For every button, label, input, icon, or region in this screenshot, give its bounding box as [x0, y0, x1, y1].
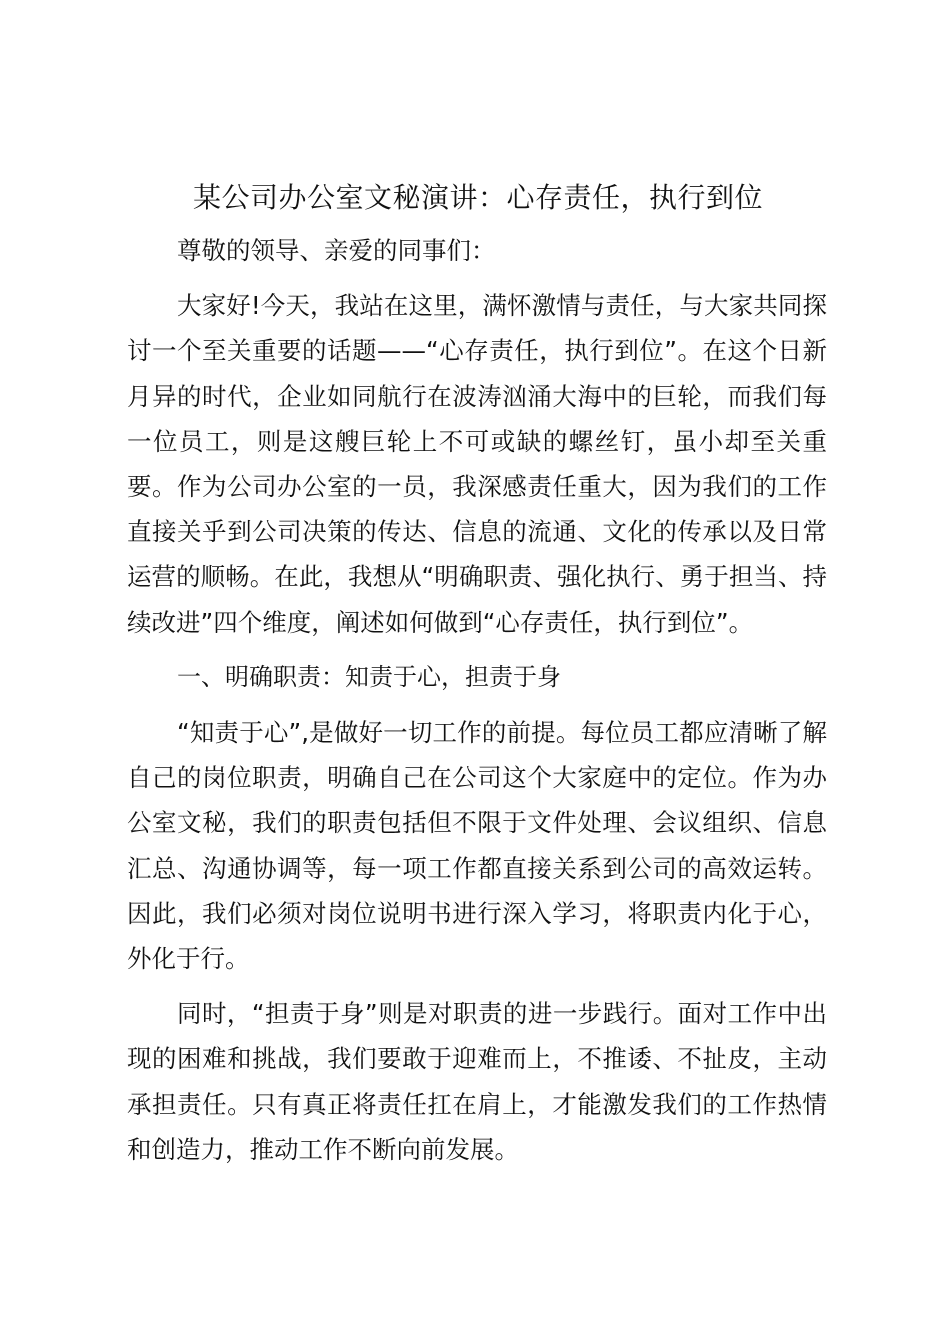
- document-body: [127, 176, 827, 1172]
- section-paragraph: “知责于心”,是做好一切工作的前提。每位员工都应清晰了解自己的岗位职责，明确自己在公司这个大家庭中的定位。作为办公室文秘，我们的职责包括但不限于文件处理、会议组织、信息汇总、沟通协调等，每一项工作都直接关系到公司的高效运转。因此，我们必须对岗位说明书进行深入学习，将职责内化于心，外化于行。: [127, 718, 827, 974]
- document-title: 某公司办公室文秘演讲：心存责任，执行到位: [193, 181, 764, 214]
- section-heading: 一、明确职责：知责于心，担责于身: [177, 662, 561, 691]
- intro-paragraph: 大家好!今天，我站在这里，满怀激情与责任，与大家共同探讨一个至关重要的话题——“心存责任，执行到位”。在这个日新月异的时代，企业如同航行在波涛汹涌大海中的巨轮，而我们每一位员工，则是这艘巨轮上不可或缺的螺丝钉，虽小却至关重要。作为公司办公室的一员，我深感责任重大，因为我们的工作直接关乎到公司决策的传达、信息的流通、文化的传承以及日常运营的顺畅。在此，我想从“明确职责、强化执行、勇于担当、持续改进”四个维度，阐述如何做到“心存责任，执行到位”。: [127, 291, 827, 637]
- salutation: 尊敬的领导、亲爱的同事们：: [177, 236, 496, 265]
- section-paragraph: 同时，“担责于身”则是对职责的进一步践行。面对工作中出现的困难和挑战，我们要敢于迎难而上，不推诿、不扯皮，主动承担责任。只有真正将责任扛在肩上，才能激发我们的工作热情和创造力，推动工作不断向前发展。: [127, 999, 827, 1164]
